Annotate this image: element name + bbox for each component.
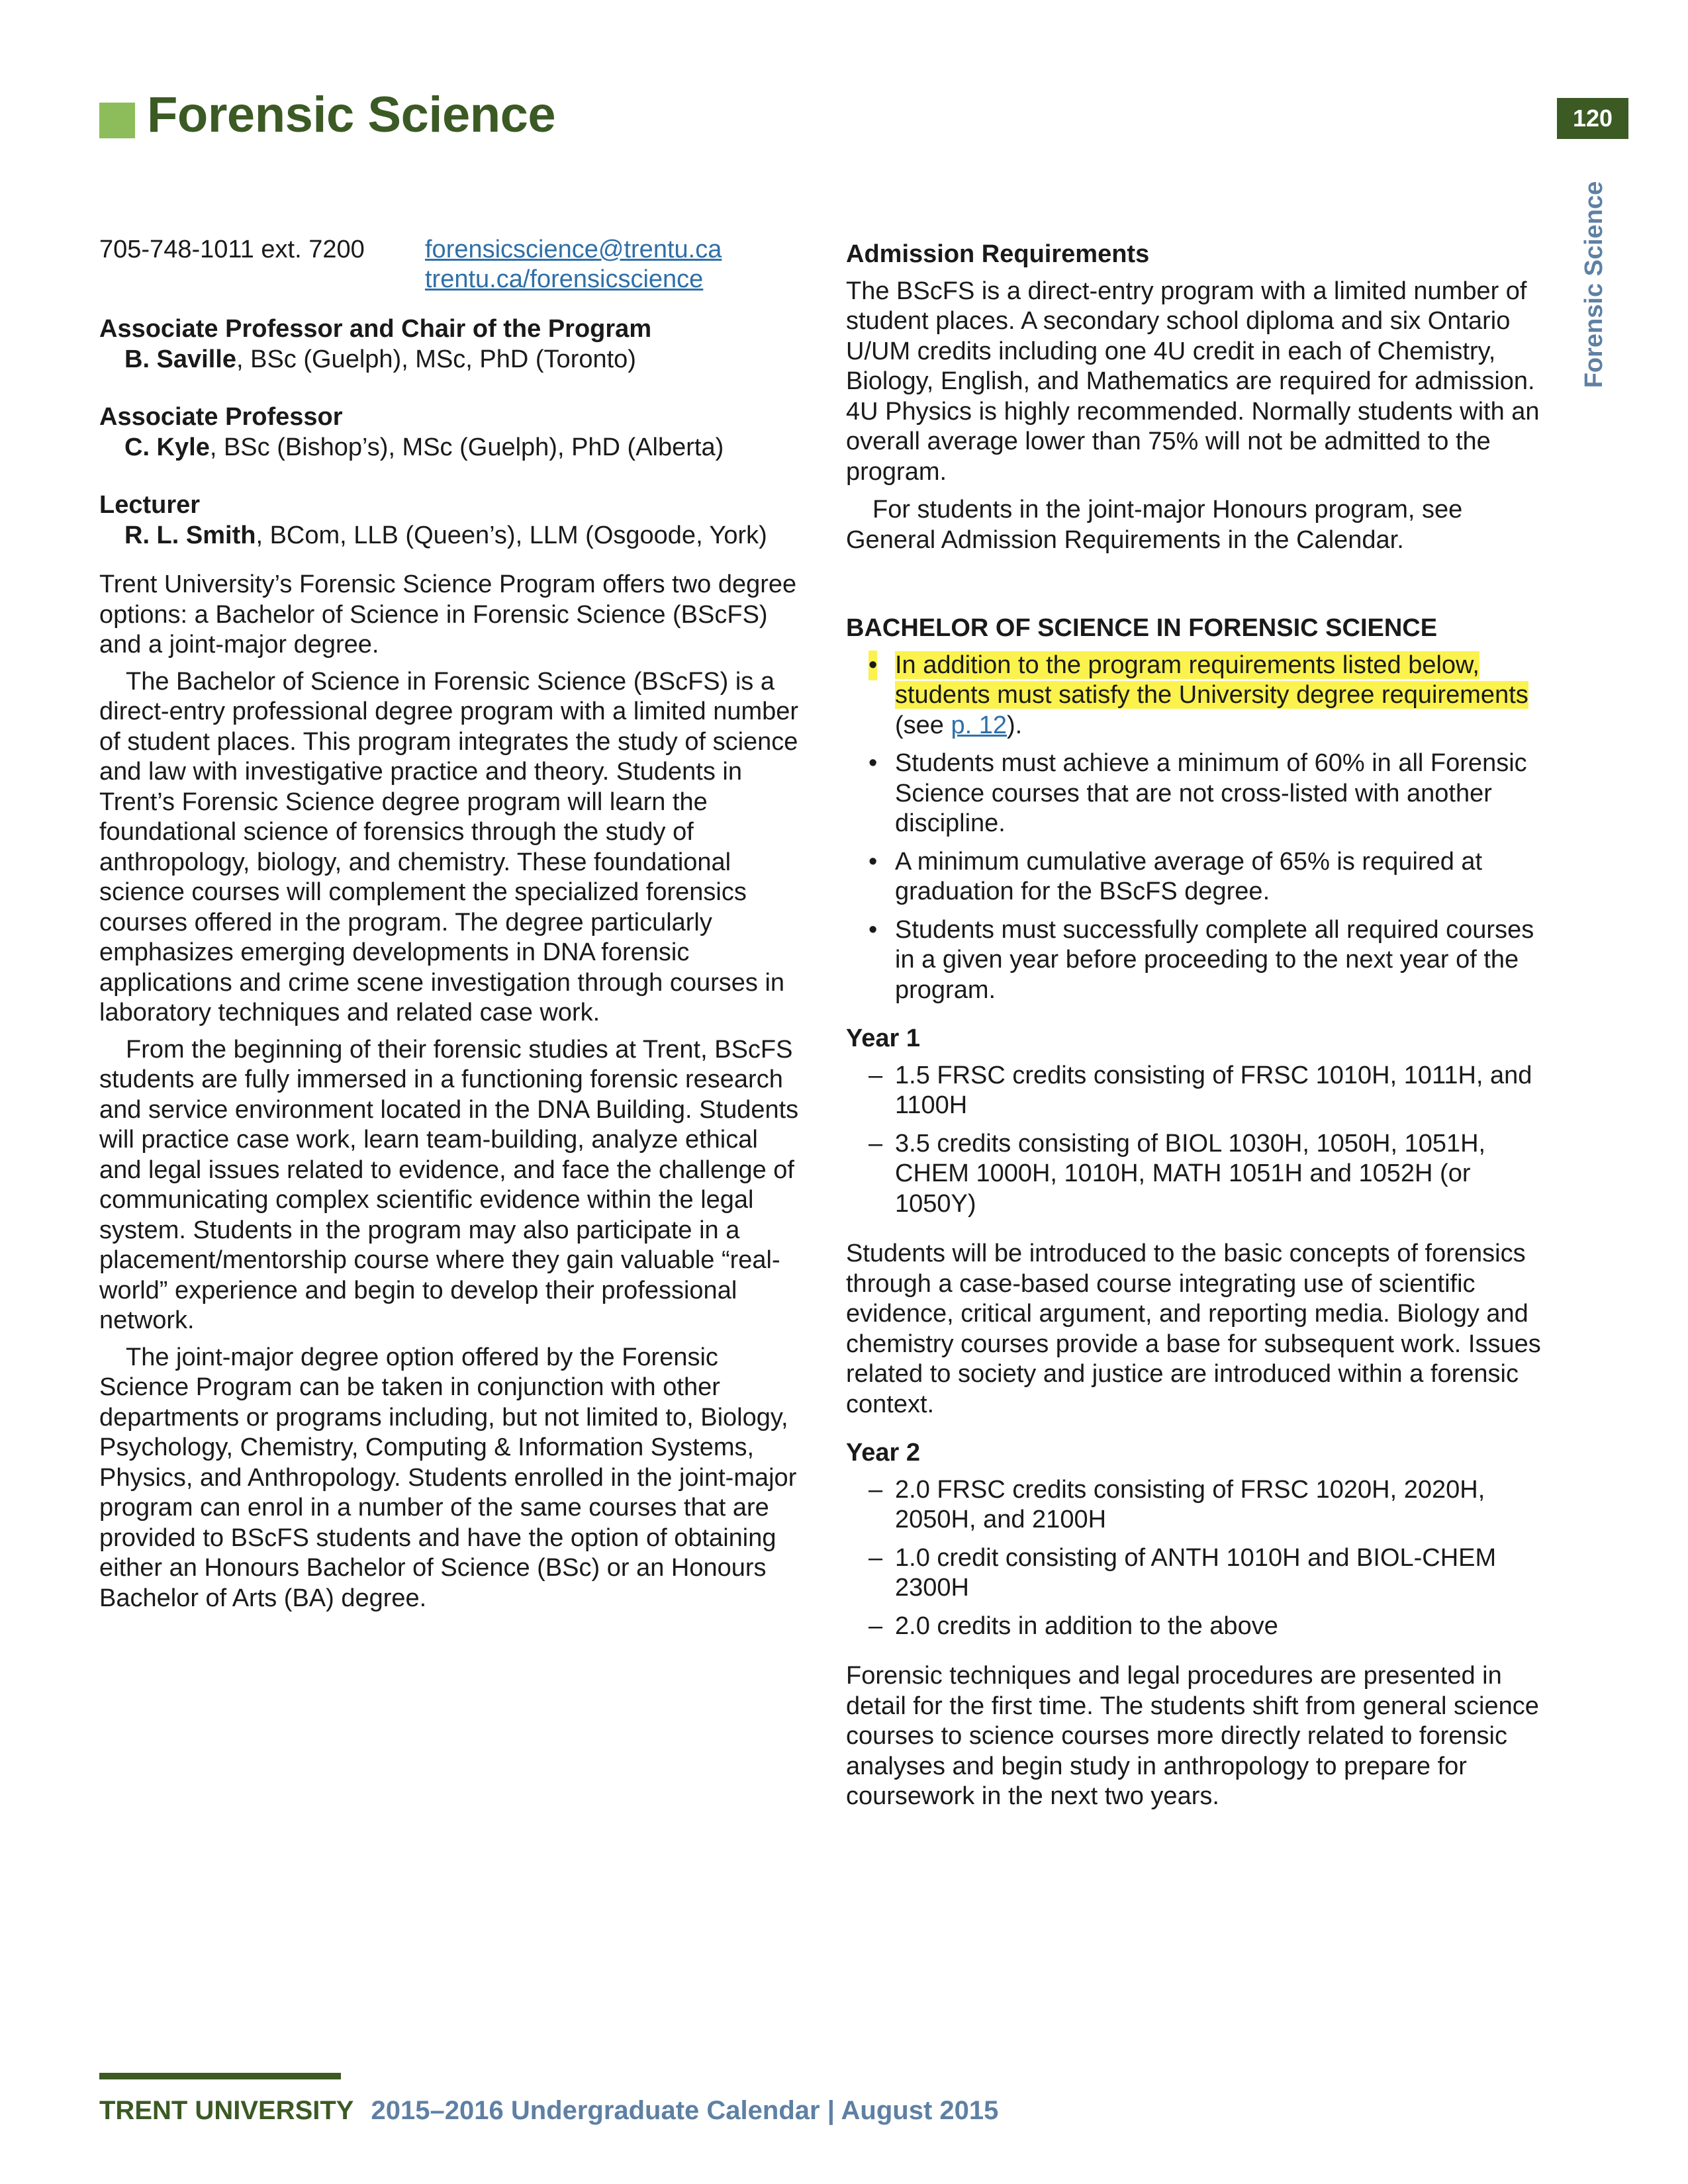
list-item: [846, 1543, 1551, 1604]
bsc-heading: BACHELOR OF SCIENCE IN FORENSIC SCIENCE: [846, 614, 1438, 642]
bullet-marker: •: [868, 847, 878, 876]
faculty-name: R. L. Smith: [124, 521, 256, 549]
list-item: [846, 915, 1551, 1006]
intro-paragraph: The Bachelor of Science in Forensic Science (BScFS) is a direct-entry professional degree program with a limited number of student places. This program integrates the study of science and law with investigative practice and theory. Students in Trent’s Forensic Science degree program will learn the foundational science of forensics through the study of anthropology, biology, and chemistry. These foundational science courses will complement the specialized forensics courses offered in the program. The degree particularly emphasizes emerging developments in DNA forensic applications and crime scene investigation through courses in laboratory techniques and related case work.: [99, 667, 799, 1026]
faculty-entry: [99, 402, 801, 463]
highlighted-requirement: In addition to the program requirements listed below, students must satisfy the University degree requirements: [895, 651, 1528, 709]
course-requirement: 1.0 credit consisting of ANTH 1010H and BIOL-CHEM 2300H: [895, 1543, 1497, 1602]
requirement-text: ).: [1007, 711, 1023, 739]
dash-marker: –: [868, 1612, 883, 1640]
list-item: [846, 1129, 1551, 1220]
list-item: [846, 1061, 1551, 1121]
year-2-description: Forensic techniques and legal procedures are presented in detail for the first time. The students shift from general science courses to science courses more directly related to forensic analyses and begin study in anthropology to prepare for coursework in the next two years.: [846, 1662, 1539, 1810]
list-item: [846, 847, 1551, 907]
year-1-list: [846, 1061, 1551, 1220]
admission-paragraph: The BScFS is a direct-entry program with a limited number of student places. A secondary school diploma and six Ontario U/UM credits including one 4U credit in each of Chemistry, Biology, English, and Mathematics are required for admission. 4U Physics is highly recommended. Normally students with an overall average lower than 75% will not be admitted to the program.: [846, 277, 1540, 486]
faculty-member: [99, 433, 801, 463]
bsc-requirements-list: [846, 651, 1551, 1006]
left-column: [99, 235, 801, 1614]
year-1-heading: Year 1: [846, 1024, 920, 1052]
requirement-text: Students must successfully complete all required courses in a given year before proceeding to the next year of the program.: [895, 915, 1534, 1004]
faculty-role: Associate Professor and Chair of the Program: [99, 315, 652, 343]
list-item: [846, 749, 1551, 839]
page-reference-link[interactable]: p. 12: [951, 711, 1008, 739]
faculty-credentials: , BSc (Guelph), MSc, PhD (Toronto): [236, 345, 636, 373]
dash-marker: –: [868, 1543, 883, 1572]
faculty-credentials: , BCom, LLB (Queen’s), LLM (Osgoode, York): [256, 521, 767, 549]
side-tab-label: Forensic Science: [1579, 181, 1608, 388]
intro-paragraph: Trent University’s Forensic Science Program offers two degree options: a Bachelor of Science in Forensic Science (BScFS) and a joint-major degree.: [99, 570, 797, 659]
faculty-role: Lecturer: [99, 491, 201, 519]
right-column: [846, 240, 1551, 1812]
list-item: [846, 651, 1551, 741]
page-number-badge: 120: [1557, 98, 1628, 139]
page-title: Forensic Science: [147, 87, 556, 143]
bullet-marker: •: [868, 915, 878, 944]
admission-paragraph: For students in the joint-major Honours program, see General Admission Requirements in the Calendar.: [846, 496, 1463, 554]
year-1-description: Students will be introduced to the basic concepts of forensics through a case-based course integrating use of scientific evidence, critical argument, and reporting media. Biology and chemistry courses provide a base for subsequent work. Issues related to society and justice are introduced within a forensic context.: [846, 1240, 1541, 1418]
title-accent-square: [99, 103, 135, 138]
year-2-heading: Year 2: [846, 1439, 920, 1467]
bullet-marker: •: [868, 651, 877, 681]
intro-paragraph: The joint-major degree option offered by the Forensic Science Program can be taken in conjunction with other departments or programs including, but not limited to, Biology, Psychology, Chemistry, Computing & Information Systems, Physics, and Anthropology. Students enrolled in the joint-major program can enrol in a number of the same courses that are provided to BScFS students and have the option of obtaining either an Honours Bachelor of Science (BSc) or an Honours Bachelor of Arts (BA) degree.: [99, 1343, 797, 1612]
bullet-marker: •: [868, 749, 878, 777]
course-requirement: 2.0 FRSC credits consisting of FRSC 1020H, 2020H, 2050H, and 2100H: [895, 1475, 1485, 1533]
faculty-entry: [99, 490, 801, 551]
course-requirement: 2.0 credits in addition to the above: [895, 1612, 1278, 1640]
admission-heading: Admission Requirements: [846, 240, 1150, 268]
footer: [99, 2096, 998, 2126]
faculty-name: C. Kyle: [124, 433, 210, 461]
course-requirement: 3.5 credits consisting of BIOL 1030H, 1050H, 1051H, CHEM 1000H, 1010H, MATH 1051H and 1052H (or 1050Y): [895, 1129, 1486, 1218]
list-item: [846, 1612, 1551, 1642]
intro-paragraph: From the beginning of their forensic studies at Trent, BScFS students are fully immersed in a functioning forensic research and service environment located in the DNA Building. Students will practice case work, learn team-building, analyze ethical and legal issues related to evidence, and face the challenge of communicating complex scientific evidence within the legal system. Students in the program may also participate in a placement/mentorship course where they gain valuable “real-world” experience and begin to develop their professional network.: [99, 1035, 799, 1334]
contact-website-link[interactable]: trentu.ca/forensicscience: [425, 265, 704, 293]
faculty-credentials: , BSc (Bishop’s), MSc (Guelph), PhD (Alberta): [209, 433, 724, 461]
footer-rule: [99, 2073, 341, 2079]
contact-block: [99, 235, 801, 295]
faculty-member: [99, 521, 801, 551]
contact-phone: 705-748-1011 ext. 7200: [99, 236, 365, 263]
faculty-role: Associate Professor: [99, 403, 343, 431]
requirement-text: (see: [895, 711, 951, 739]
list-item: [846, 1475, 1551, 1535]
faculty-entry: [99, 314, 801, 375]
requirement-text: Students must achieve a minimum of 60% in all Forensic Science courses that are not cross-listed with another discipline.: [895, 749, 1527, 837]
footer-university: TRENT UNIVERSITY: [99, 2096, 354, 2125]
course-requirement: 1.5 FRSC credits consisting of FRSC 1010H, 1011H, and 1100H: [895, 1061, 1532, 1119]
intro-text: [99, 570, 801, 1614]
dash-marker: –: [868, 1475, 883, 1504]
requirement-text: A minimum cumulative average of 65% is required at graduation for the BScFS degree.: [895, 847, 1483, 905]
dash-marker: –: [868, 1129, 883, 1158]
faculty-name: B. Saville: [124, 345, 236, 373]
year-2-list: [846, 1475, 1551, 1642]
faculty-member: [99, 345, 801, 375]
dash-marker: –: [868, 1061, 883, 1089]
contact-email-link[interactable]: forensicscience@trentu.ca: [425, 236, 722, 263]
footer-calendar: 2015–2016 Undergraduate Calendar | August 2015: [371, 2096, 999, 2125]
